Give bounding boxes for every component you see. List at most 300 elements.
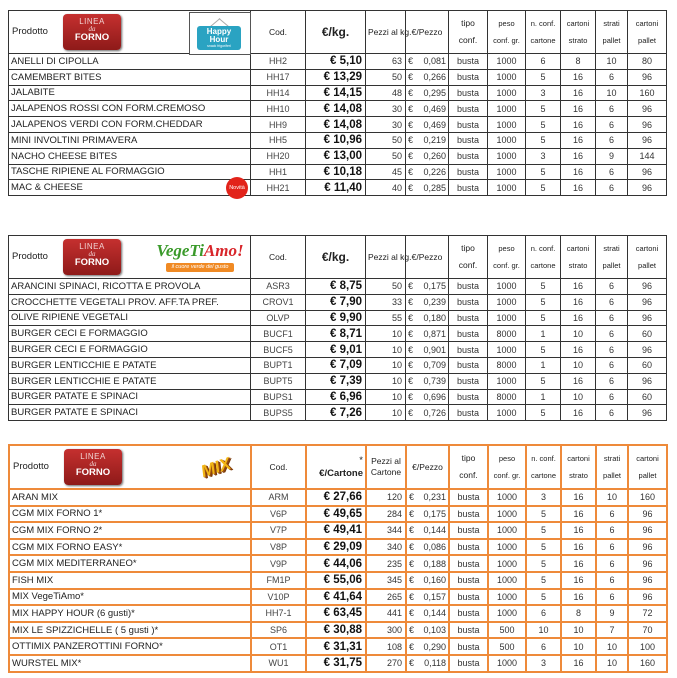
euro-symbol: €: [408, 391, 414, 402]
product-price: € 31,31: [306, 638, 366, 655]
euro-symbol: €: [408, 328, 414, 339]
cartoni-pallet-value: 144: [628, 148, 667, 164]
product-name: BURGER LENTICCHIE E PATATE: [11, 359, 157, 371]
table-row: [9, 522, 667, 539]
strati-pallet-value: 7: [596, 622, 628, 639]
cartoni-strato-value: 16: [561, 164, 596, 180]
product-code: OT1: [251, 638, 306, 655]
pezzi-value: 50: [366, 69, 406, 85]
pezzi-value: 10: [366, 357, 406, 373]
product-name: BURGER CECI E FORMAGGIO: [11, 328, 148, 340]
cartoni-strato-value: 16: [561, 506, 596, 523]
table-row: [9, 655, 667, 672]
cartoni-strato-value: 10: [561, 357, 596, 373]
eur-pezzo-cell: [406, 148, 449, 164]
table-row: [9, 405, 667, 421]
eur-pezzo-value: 0,144: [423, 608, 446, 619]
peso-value: 1000: [488, 405, 526, 421]
tipo-conf-header: tipo conf.: [449, 11, 488, 54]
eur-pezzo-value: 0,103: [423, 625, 446, 636]
cartoni-pallet-value: 96: [628, 342, 667, 358]
peso-value: 1000: [488, 589, 526, 606]
strati-pallet-value: 6: [596, 389, 628, 405]
cartoni-strato-value: 16: [561, 589, 596, 606]
strati-pallet-header: strati pallet: [596, 11, 628, 54]
cartoni-pallet-value: 80: [628, 54, 667, 70]
n-conf-value: 5: [526, 310, 561, 326]
tipo-conf-value: busta: [449, 180, 488, 196]
tipo-conf-value: busta: [449, 522, 488, 539]
peso-header: peso conf. gr.: [488, 445, 526, 489]
eur-pezzo-value: 0,219: [423, 135, 446, 146]
happy-hour-logo: Happy Hour snack frigoriferi: [189, 12, 251, 55]
product-price: € 55,06: [306, 572, 366, 589]
euro-symbol: €: [408, 119, 414, 130]
price-header: €/kg.: [306, 11, 366, 54]
mix-table: [8, 444, 666, 673]
strati-pallet-value: 6: [596, 522, 628, 539]
euro-symbol: €: [408, 297, 414, 308]
cartoni-strato-value: 16: [561, 489, 596, 506]
n-conf-value: 5: [526, 342, 561, 358]
peso-value: 1000: [488, 279, 526, 295]
table-row: [9, 310, 667, 326]
tipo-conf-value: busta: [449, 373, 488, 389]
pezzi-value: 48: [366, 85, 406, 101]
cartoni-strato-value: 16: [561, 310, 596, 326]
product-price: € 44,06: [306, 555, 366, 572]
table-row: [9, 326, 667, 342]
product-name: MAC & CHEESE: [11, 182, 83, 194]
product-name: OLIVE RIPIENE VEGETALI: [11, 312, 129, 324]
cartoni-pallet-value: 160: [628, 655, 667, 672]
n-conf-value: 1: [526, 389, 561, 405]
euro-symbol: €: [408, 56, 414, 67]
strati-pallet-value: 6: [596, 357, 628, 373]
product-name-cell: [9, 589, 251, 606]
euro-symbol: €: [408, 151, 414, 162]
peso-value: 1000: [488, 54, 526, 70]
product-name: MIX HAPPY HOUR (6 gusti)*: [12, 607, 135, 619]
product-name-cell: [9, 279, 251, 295]
euro-symbol: €: [409, 608, 415, 619]
eur-pezzo-value: 0,469: [423, 103, 446, 114]
peso-value: 1000: [488, 605, 526, 622]
n-conf-value: 5: [526, 279, 561, 295]
product-code: HH7-1: [251, 605, 306, 622]
cartoni-strato-value: 10: [561, 389, 596, 405]
cartoni-pallet-value: 96: [628, 539, 667, 556]
eur-pezzo-value: 0,696: [423, 391, 446, 402]
product-code: HH14: [251, 85, 306, 101]
peso-value: 500: [488, 638, 526, 655]
product-name: OTTIMIX PANZEROTTINI FORNO*: [12, 641, 163, 653]
eur-pezzo-value: 0,175: [423, 508, 446, 519]
n-conf-value: 5: [526, 539, 561, 556]
table-row: [9, 373, 667, 389]
strati-pallet-value: 6: [596, 589, 628, 606]
strati-pallet-value: 10: [596, 85, 628, 101]
product-price: € 14,08: [306, 117, 366, 133]
cartoni-strato-value: 16: [561, 279, 596, 295]
n-conf-value: 5: [526, 294, 561, 310]
cartoni-strato-value: 16: [561, 555, 596, 572]
product-header: Prodotto: [13, 461, 49, 472]
price-header: €/kg.: [306, 236, 366, 279]
table-row: [9, 148, 667, 164]
eur-pezzo-cell: [406, 489, 449, 506]
cartoni-pallet-header: cartoni pallet: [628, 445, 667, 489]
euro-symbol: €: [409, 591, 415, 602]
product-name-cell: [9, 85, 251, 101]
product-name: MIX VegeTiAmo*: [12, 591, 84, 603]
price-header: * €/Cartone: [306, 445, 366, 489]
cartoni-pallet-value: 96: [628, 522, 667, 539]
product-name: NACHO CHEESE BITES: [11, 150, 118, 162]
cartoni-pallet-value: 96: [628, 589, 667, 606]
product-name: CGM MIX FORNO 1*: [12, 508, 103, 520]
product-price: € 11,40: [306, 180, 366, 196]
product-name: CGM MIX FORNO EASY*: [12, 541, 123, 553]
euro-symbol: €: [409, 508, 415, 519]
linea-da-forno-logo: LINEA da FORNO: [63, 239, 121, 275]
product-name-cell: [9, 310, 251, 326]
peso-value: 1000: [488, 342, 526, 358]
product-price: € 31,75: [306, 655, 366, 672]
euro-symbol: €: [409, 492, 415, 503]
euro-symbol: €: [408, 72, 414, 83]
pezzi-value: 284: [366, 506, 406, 523]
table-row: [9, 589, 667, 606]
pezzi-header: Pezzi al kg.: [366, 11, 406, 54]
n-conf-header: n. conf. cartone: [526, 445, 561, 489]
peso-value: 1000: [488, 655, 526, 672]
strati-pallet-value: 6: [596, 180, 628, 196]
cartoni-pallet-value: 100: [628, 638, 667, 655]
eur-pezzo-value: 0,726: [423, 407, 446, 418]
cartoni-pallet-value: 96: [628, 132, 667, 148]
eur-pezzo-value: 0,175: [423, 281, 446, 292]
product-price: € 13,00: [306, 148, 366, 164]
tipo-conf-value: busta: [449, 101, 488, 117]
product-name: JALAPENOS VERDI CON FORM.CHEDDAR: [11, 119, 203, 131]
product-price: € 7,09: [306, 357, 366, 373]
euro-symbol: €: [408, 281, 414, 292]
peso-value: 1000: [488, 310, 526, 326]
pezzi-value: 344: [366, 522, 406, 539]
peso-value: 1000: [488, 555, 526, 572]
peso-value: 1000: [488, 294, 526, 310]
product-name: BURGER LENTICCHIE E PATATE: [11, 375, 157, 387]
product-code: HH9: [251, 117, 306, 133]
eur-pezzo-cell: [406, 326, 449, 342]
cartoni-strato-value: 16: [561, 539, 596, 556]
euro-symbol: €: [408, 344, 414, 355]
product-name-cell: [9, 555, 251, 572]
table-row: [9, 54, 667, 70]
euro-symbol: €: [409, 641, 415, 652]
eur-pezzo-value: 0,469: [423, 119, 446, 130]
tipo-conf-value: busta: [449, 506, 488, 523]
n-conf-value: 1: [526, 326, 561, 342]
product-header: Prodotto: [12, 26, 48, 37]
product-code: ASR3: [251, 279, 306, 295]
strati-pallet-value: 10: [596, 655, 628, 672]
pezzi-value: 300: [366, 622, 406, 639]
product-name-cell: [9, 294, 251, 310]
product-price: € 14,08: [306, 101, 366, 117]
pezzi-value: 340: [366, 539, 406, 556]
peso-value: 1000: [488, 85, 526, 101]
pezzi-value: 40: [366, 180, 406, 196]
cod-header: Cod.: [251, 445, 306, 489]
vegetiamo-table: [8, 235, 666, 421]
product-name: JALAPENOS ROSSI CON FORM.CREMOSO: [11, 103, 206, 115]
eur-pezzo-cell: [406, 572, 449, 589]
n-conf-value: 5: [526, 589, 561, 606]
product-name-cell: [9, 132, 251, 148]
table-row: [9, 555, 667, 572]
eur-pezzo-cell: [406, 132, 449, 148]
product-code: CROV1: [251, 294, 306, 310]
product-header-cell: [9, 445, 251, 489]
eur-pezzo-value: 0,260: [423, 151, 446, 162]
cartoni-strato-header: cartoni strato: [561, 11, 596, 54]
tipo-conf-header: tipo conf.: [449, 236, 488, 279]
n-conf-value: 6: [526, 605, 561, 622]
product-code: V7P: [251, 522, 306, 539]
eur-pezzo-cell: [406, 357, 449, 373]
product-code: BUPS1: [251, 389, 306, 405]
eur-pezzo-cell: [406, 605, 449, 622]
cartoni-pallet-value: 60: [628, 326, 667, 342]
product-price: € 9,90: [306, 310, 366, 326]
product-code: HH21: [251, 180, 306, 196]
table-row: [9, 164, 667, 180]
strati-pallet-value: 6: [596, 539, 628, 556]
product-name: CGM MIX FORNO 2*: [12, 524, 103, 536]
tipo-conf-value: busta: [449, 342, 488, 358]
eur-pezzo-value: 0,285: [423, 182, 446, 193]
strati-pallet-value: 6: [596, 279, 628, 295]
eur-pezzo-value: 0,188: [423, 558, 446, 569]
product-name-cell: [9, 489, 251, 506]
product-price: € 7,39: [306, 373, 366, 389]
peso-value: 1000: [488, 69, 526, 85]
pezzi-value: 10: [366, 342, 406, 358]
cartoni-pallet-value: 96: [628, 506, 667, 523]
eur-pezzo-value: 0,901: [423, 344, 446, 355]
pezzi-header: Pezzi al Cartone: [366, 445, 406, 489]
product-code: HH5: [251, 132, 306, 148]
cartoni-strato-value: 16: [561, 117, 596, 133]
product-price: € 49,41: [306, 522, 366, 539]
eur-pezzo-cell: [406, 54, 449, 70]
cartoni-strato-value: 16: [561, 522, 596, 539]
n-conf-header: n. conf. cartone: [526, 236, 561, 279]
product-code: HH20: [251, 148, 306, 164]
tipo-conf-value: busta: [449, 279, 488, 295]
product-code: V10P: [251, 589, 306, 606]
eur-pezzo-value: 0,871: [423, 328, 446, 339]
strati-pallet-value: 6: [596, 373, 628, 389]
table-row: [9, 638, 667, 655]
strati-pallet-value: 9: [596, 148, 628, 164]
cartoni-strato-header: cartoni strato: [561, 445, 596, 489]
product-price: € 8,75: [306, 279, 366, 295]
tipo-conf-value: busta: [449, 54, 488, 70]
eur-pezzo-cell: [406, 638, 449, 655]
n-conf-value: 1: [526, 357, 561, 373]
cartoni-pallet-value: 96: [628, 310, 667, 326]
product-name: CGM MIX MEDITERRANEO*: [12, 558, 137, 570]
peso-value: 1000: [488, 489, 526, 506]
product-code: WU1: [251, 655, 306, 672]
n-conf-value: 5: [526, 69, 561, 85]
table-row: [9, 357, 667, 373]
table-row: [9, 180, 667, 196]
product-code: HH17: [251, 69, 306, 85]
euro-symbol: €: [408, 360, 414, 371]
euro-symbol: €: [408, 103, 414, 114]
cartoni-pallet-value: 96: [628, 279, 667, 295]
tipo-conf-value: busta: [449, 326, 488, 342]
n-conf-value: 5: [526, 572, 561, 589]
eur-pezzo-value: 0,226: [423, 166, 446, 177]
product-header-cell: [9, 11, 251, 54]
strati-pallet-value: 6: [596, 326, 628, 342]
product-price: € 10,18: [306, 164, 366, 180]
euro-symbol: €: [408, 182, 414, 193]
product-price: € 7,26: [306, 405, 366, 421]
product-name: WURSTEL MIX*: [12, 657, 82, 669]
product-name: JALABITE: [11, 87, 55, 99]
cartoni-strato-value: 16: [561, 294, 596, 310]
eur-pezzo-cell: [406, 539, 449, 556]
eur-pezzo-cell: [406, 294, 449, 310]
eur-pezzo-value: 0,086: [423, 542, 446, 553]
n-conf-value: 5: [526, 132, 561, 148]
product-code: BUCF5: [251, 342, 306, 358]
product-price: € 5,10: [306, 54, 366, 70]
cartoni-pallet-value: 160: [628, 489, 667, 506]
table-row: [9, 279, 667, 295]
tipo-conf-value: busta: [449, 132, 488, 148]
eur-pezzo-cell: [406, 342, 449, 358]
n-conf-value: 10: [526, 622, 561, 639]
tipo-conf-value: busta: [449, 589, 488, 606]
product-price: € 9,01: [306, 342, 366, 358]
eur-pezzo-cell: [406, 506, 449, 523]
n-conf-value: 3: [526, 489, 561, 506]
tipo-conf-value: busta: [449, 539, 488, 556]
eur-pezzo-cell: [406, 69, 449, 85]
pezzi-value: 10: [366, 389, 406, 405]
cartoni-pallet-value: 96: [628, 164, 667, 180]
product-code: HH10: [251, 101, 306, 117]
product-price: € 6,96: [306, 389, 366, 405]
cartoni-strato-value: 16: [561, 405, 596, 421]
tipo-conf-value: busta: [449, 148, 488, 164]
vegetiamo-logo: VegeTiAmo! il cuore verde del gusto: [156, 241, 244, 270]
product-code: BUPS5: [251, 405, 306, 421]
product-header-cell: [9, 236, 251, 279]
pezzi-value: 33: [366, 294, 406, 310]
eur-pezzo-value: 0,118: [424, 658, 446, 669]
pezzi-header: Pezzi al kg.: [366, 236, 406, 279]
eur-pezzo-cell: [406, 310, 449, 326]
cartoni-pallet-value: 96: [628, 117, 667, 133]
novita-badge: Novità: [226, 177, 248, 199]
eur-pezzo-value: 0,180: [423, 312, 446, 323]
product-name: CROCCHETTE VEGETALI PROV. AFF.TA PREF.: [11, 296, 219, 308]
strati-pallet-value: 6: [596, 506, 628, 523]
pezzi-value: 30: [366, 101, 406, 117]
eur-pezzo-value: 0,295: [423, 87, 446, 98]
n-conf-value: 5: [526, 405, 561, 421]
eur-pezzo-value: 0,709: [423, 360, 446, 371]
cartoni-pallet-value: 60: [628, 357, 667, 373]
cartoni-strato-value: 16: [561, 148, 596, 164]
product-name: ANELLI DI CIPOLLA: [11, 55, 99, 67]
product-name-cell: [9, 373, 251, 389]
product-name-cell: [9, 638, 251, 655]
n-conf-value: 3: [526, 85, 561, 101]
cartoni-pallet-header: cartoni pallet: [628, 236, 667, 279]
strati-pallet-value: 6: [596, 69, 628, 85]
n-conf-value: 5: [526, 117, 561, 133]
eur-pezzo-cell: [406, 117, 449, 133]
eur-pezzo-value: 0,739: [423, 376, 446, 387]
strati-pallet-value: 6: [596, 405, 628, 421]
pezzi-value: 270: [366, 655, 406, 672]
product-price: € 8,71: [306, 326, 366, 342]
cartoni-pallet-value: 60: [628, 389, 667, 405]
product-name: ARAN MIX: [12, 491, 58, 503]
product-code: HH1: [251, 164, 306, 180]
peso-value: 1000: [488, 148, 526, 164]
cartoni-strato-value: 16: [561, 373, 596, 389]
table-row: [9, 389, 667, 405]
product-name-cell: [9, 622, 251, 639]
product-price: € 27,66: [306, 489, 366, 506]
tipo-conf-value: busta: [449, 605, 488, 622]
tipo-conf-value: busta: [449, 69, 488, 85]
peso-value: 1000: [488, 539, 526, 556]
n-conf-value: 5: [526, 555, 561, 572]
product-name-cell: [9, 342, 251, 358]
cartoni-strato-value: 8: [561, 54, 596, 70]
product-price: € 30,88: [306, 622, 366, 639]
n-conf-value: 5: [526, 101, 561, 117]
pezzi-value: 108: [366, 638, 406, 655]
eur-pezzo-cell: [406, 101, 449, 117]
cartoni-strato-value: 16: [561, 572, 596, 589]
peso-value: 1000: [488, 522, 526, 539]
cartoni-pallet-value: 72: [628, 605, 667, 622]
tipo-conf-value: busta: [449, 294, 488, 310]
tipo-conf-value: busta: [449, 489, 488, 506]
eur-pezzo-cell: [406, 589, 449, 606]
n-conf-value: 6: [526, 54, 561, 70]
table-row: [9, 605, 667, 622]
eur-pezzo-cell: [406, 405, 449, 421]
cartoni-pallet-value: 96: [628, 555, 667, 572]
tipo-conf-value: busta: [449, 655, 488, 672]
peso-value: 1000: [488, 373, 526, 389]
product-code: BUPT1: [251, 357, 306, 373]
cartoni-strato-value: 16: [561, 342, 596, 358]
